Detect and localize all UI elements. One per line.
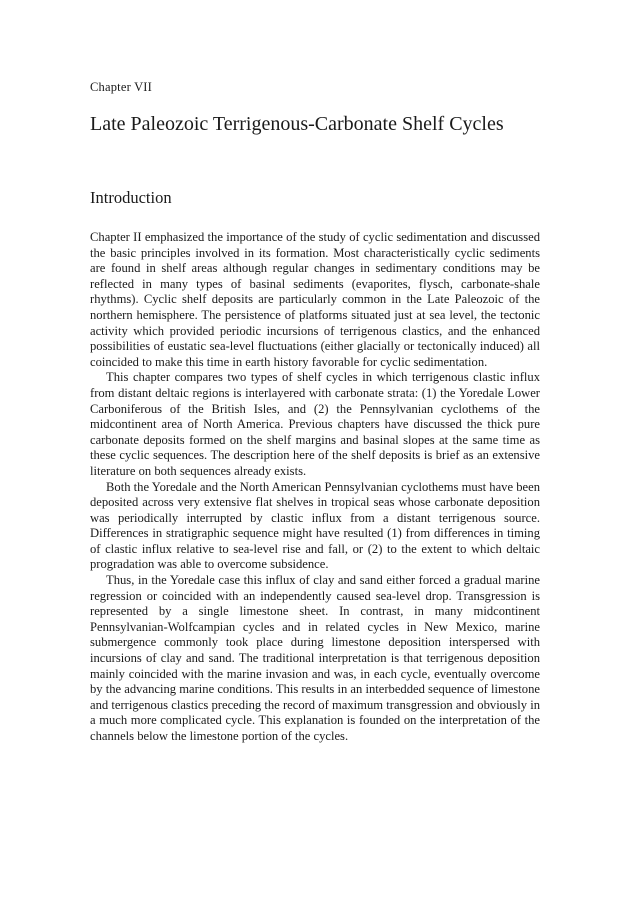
chapter-title: Late Paleozoic Terrigenous-Carbonate Shelf Cycles xyxy=(90,113,504,135)
body-text xyxy=(90,230,540,745)
chapter-label: Chapter VII xyxy=(90,80,153,94)
paragraph-4: Thus, in the Yoredale case this influx of clay and sand either forced a gradual marine regression or coincided with an independently caused sea-level drop. Transgression is represented by a single limestone sheet. In contrast, in many midcontinent Pennsylvanian-Wolfcampian cycles and in related cycles in New Mexico, marine submergence commonly took place during limestone deposition interspersed with incursions of clay and sand. The traditional interpretation is that terrigenous deposition mainly coincided with the marine invasion and was, in each cycle, eventually overcome by the advancing marine conditions. This results in an interbedded sequence of limestone and terrigenous clastics preceding the record of maximum transgression and obviously in a much more complicated cycle. This explanation is founded on the interpretation of the channels below the limestone portion of the cycles. xyxy=(90,573,540,743)
section-heading: Introduction xyxy=(90,188,172,207)
paragraph-1: Chapter II emphasized the importance of the study of cyclic sedimentation and discussed the basic principles involved in its formation. Most characteristically cyclic sediments are found in shelf areas although regular changes in sedimentary conditions may be reflected in many types of basinal sediments (evaporites, flysch, carbonate-shale rhythms). Cyclic shelf deposits are particularly common in the Late Paleozoic of the northern hemisphere. The persistence of platforms situated just at sea level, the tectonic activity which provided periodic incursions of terrigenous clastics, and the enhanced possibilities of eustatic sea-level fluctuations (either glacially or tectonically induced) all coincided to make this time in earth history favorable for cyclic sedimentation. xyxy=(90,230,540,369)
paragraph-3: Both the Yoredale and the North American Pennsylvanian cyclothems must have been deposited across very extensive flat shelves in tropical seas whose carbonate deposition was periodically interrupted by clastic influx from a distant terrigenous source. Differences in stratigraphic sequence might have resulted (1) from differences in timing of clastic influx relative to sea-level rise and fall, or (2) to the extent to which deltaic progradation was able to overcome subsidence. xyxy=(90,479,540,572)
paragraph-2: This chapter compares two types of shelf cycles in which terrigenous clastic influx from distant deltaic regions is interlayered with carbonate strata: (1) the Yoredale Lower Carboniferous of the British Isles, and (2) the Pennsylvanian cyclothems of the midcontinent area of North America. Previous chapters have discussed the thick pure carbonate deposits formed on the shelf margins and basinal slopes at the same time as these cyclic sequences. The description here of the shelf deposits is brief as an extensive literature on both sequences already exists. xyxy=(90,370,540,478)
